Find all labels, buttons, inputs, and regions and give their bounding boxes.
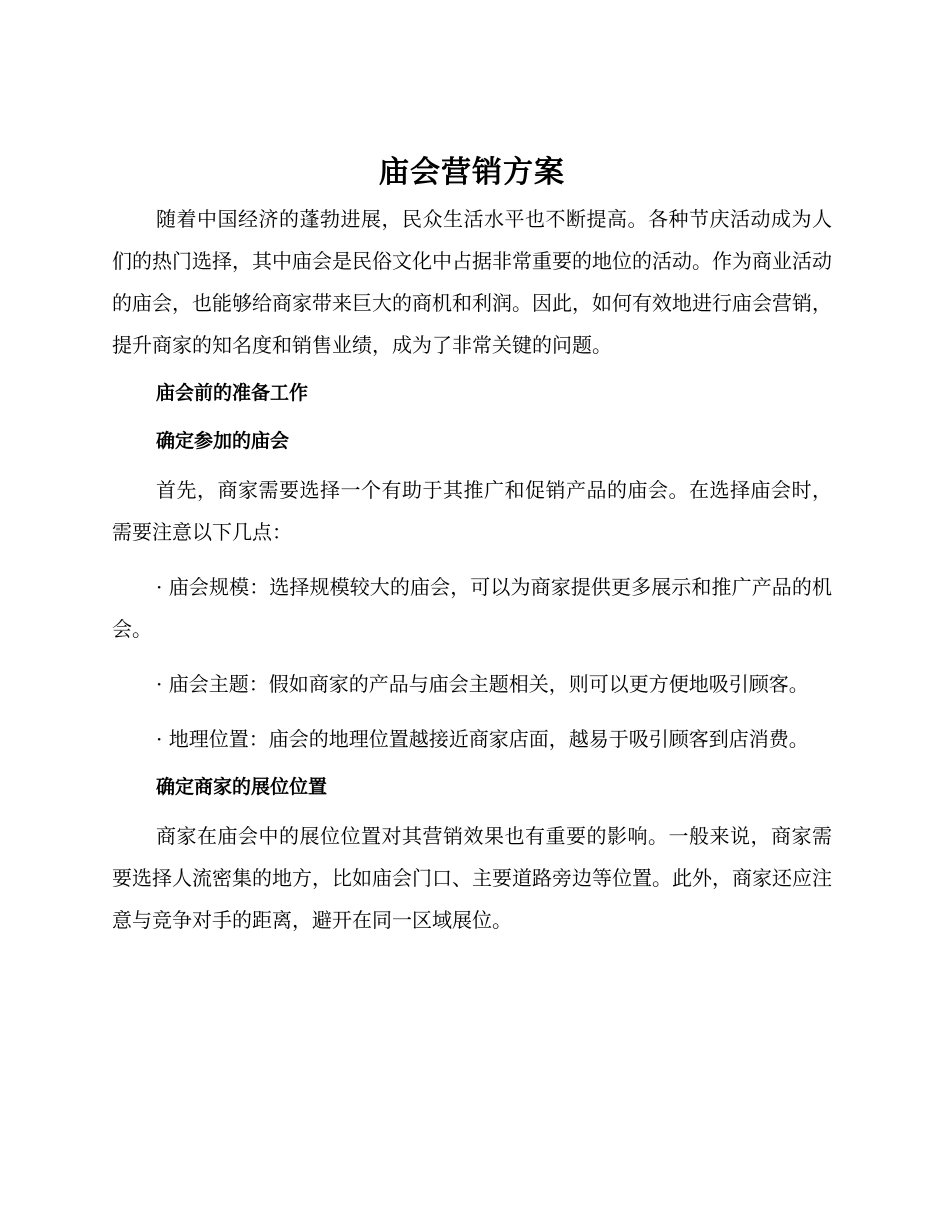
subsection-heading-choose-fair: 确定参加的庙会 [156,430,290,452]
subsection-heading-booth-position: 确定商家的展位位置 [156,776,328,798]
bullet-item-scale: · 庙会规模：选择规模较大的庙会，可以为商家提供更多展示和推广产品的机会。 [112,575,832,641]
document-title: 庙会营销方案 [379,155,565,190]
bullet-item-theme: · 庙会主题：假如商家的产品与庙会主题相关，则可以更方便地吸引顾客。 [156,672,809,696]
bullet-item-location: · 地理位置：庙会的地理位置越接近商家店面，越易于吸引顾客到店消费。 [156,727,809,751]
section-heading-preparation: 庙会前的准备工作 [156,382,309,404]
document-body [112,150,832,941]
intro-paragraph: 随着中国经济的蓬勃进展，民众生活水平也不断提高。各种节庆活动成为人们的热门选择，其中庙会是民俗文化中占据非常重要的地位的活动。作为商业活动的庙会，也能够给商家带来巨大的商机和利润。因此，如何有效地进行庙会营销，提升商家的知名度和销售业绩，成为了非常关键的问题。 [112,207,832,357]
choose-fair-paragraph: 首先，商家需要选择一个有助于其推广和促销产品的庙会。在选择庙会时，需要注意以下几点： [112,478,832,544]
booth-position-paragraph: 商家在庙会中的展位位置对其营销效果也有重要的影响。一般来说，商家需要选择人流密集的地方，比如庙会门口、主要道路旁边等位置。此外，商家还应注意与竞争对手的距离，避开在同一区域展位。 [112,824,832,932]
